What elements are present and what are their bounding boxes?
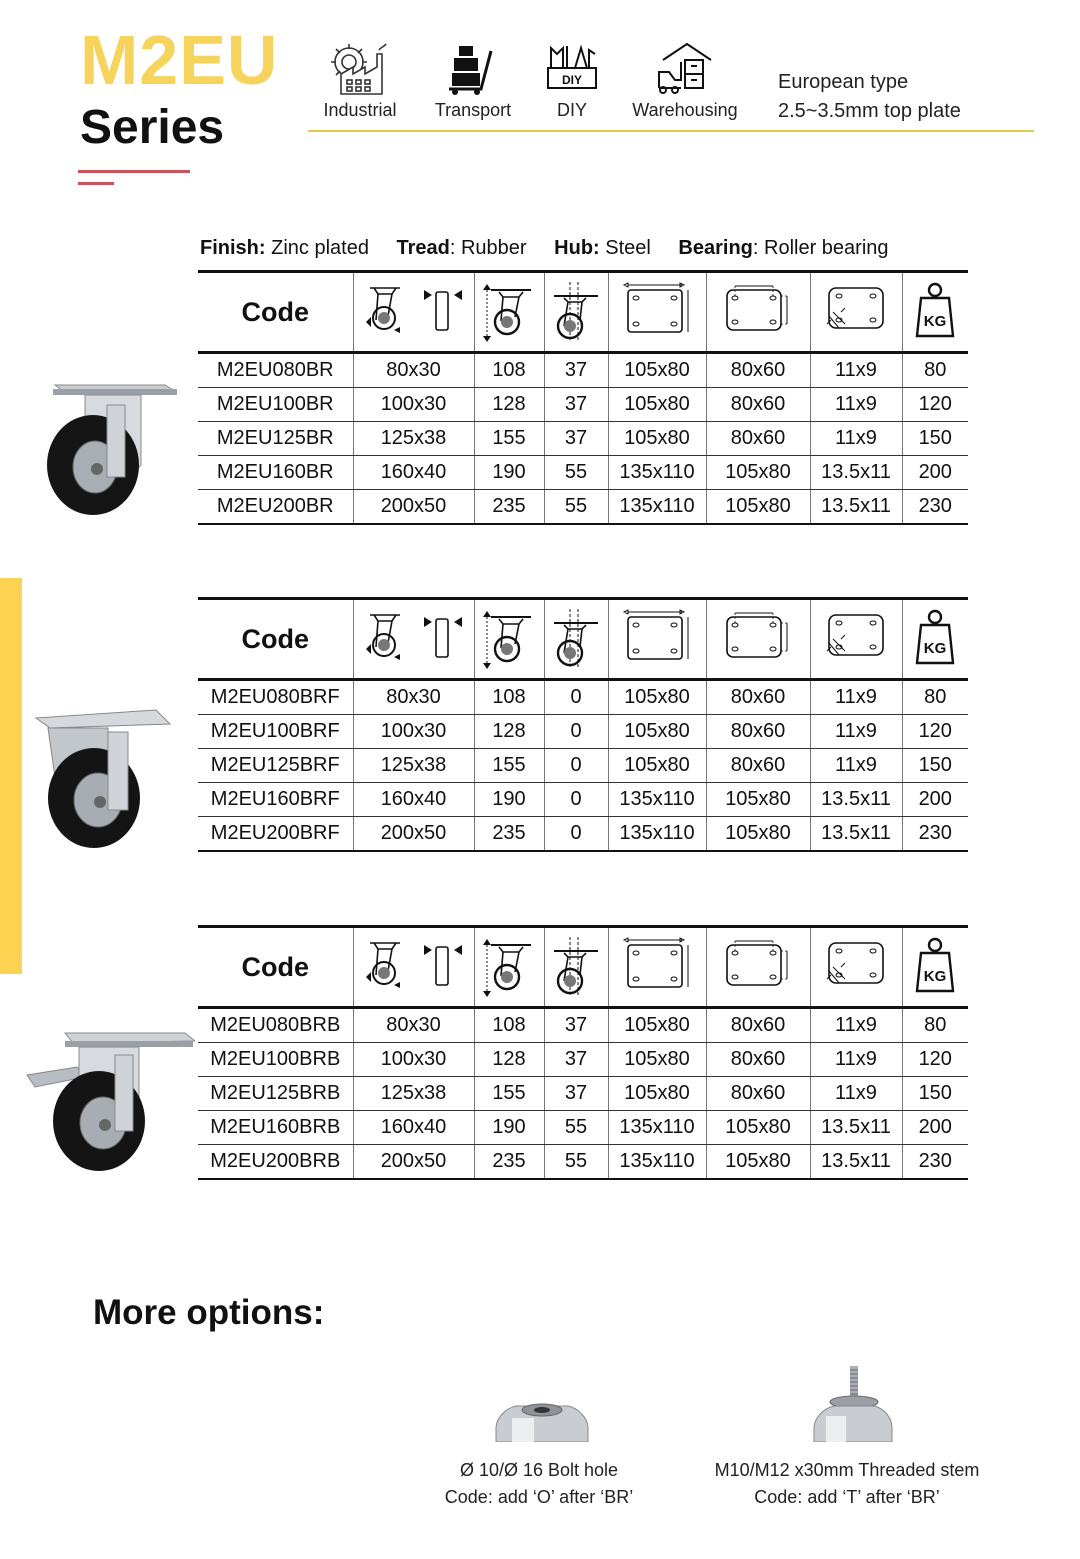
table-cell: 108 <box>474 680 544 715</box>
application-label: Warehousing <box>632 100 738 120</box>
bolt-hole-icon <box>823 282 889 342</box>
table-cell: 105x80 <box>608 749 706 783</box>
table-cell: 13.5x11 <box>810 456 902 490</box>
series-subtitle: Series <box>80 101 225 154</box>
table-row <box>198 1111 968 1145</box>
table-cell: 120 <box>902 715 968 749</box>
total-height-icon <box>483 609 535 669</box>
table-cell: 80x60 <box>706 680 810 715</box>
table-cell: 108 <box>474 1008 544 1043</box>
table-row <box>198 680 968 715</box>
table-row <box>198 1043 968 1077</box>
column-header <box>608 599 706 680</box>
table-row <box>198 817 968 852</box>
diy-toolbox-icon <box>545 40 599 96</box>
application-warehousing <box>630 40 740 121</box>
table-cell: 230 <box>902 490 968 525</box>
column-header <box>353 927 474 1008</box>
table-cell: 135x110 <box>608 783 706 817</box>
table-row <box>198 490 968 525</box>
table-cell: 55 <box>544 490 608 525</box>
product-code-cell: M2EU125BRB <box>198 1077 353 1111</box>
column-header <box>474 272 544 353</box>
plate-size-icon <box>622 609 692 669</box>
table-cell: 11x9 <box>810 388 902 422</box>
table-cell: 125x38 <box>353 422 474 456</box>
column-header <box>474 599 544 680</box>
table-cell: 125x38 <box>353 749 474 783</box>
load-capacity-icon <box>915 937 955 997</box>
table-cell: 160x40 <box>353 1111 474 1145</box>
plate-size-icon <box>622 282 692 342</box>
spec-table <box>198 270 968 525</box>
table-cell: 105x80 <box>706 490 810 525</box>
table-row <box>198 353 968 388</box>
table-cell: 13.5x11 <box>810 783 902 817</box>
hole-spacing-icon <box>723 282 793 342</box>
table-cell: 160x40 <box>353 456 474 490</box>
fixed-caster-image <box>36 710 170 848</box>
table-row <box>198 1145 968 1180</box>
bearing-value: : Roller bearing <box>752 237 889 259</box>
table-row <box>198 422 968 456</box>
swivel-caster-image <box>45 375 185 525</box>
option-code-note: Code: add ‘O’ after ‘BR’ <box>444 1487 634 1507</box>
table-cell: 37 <box>544 353 608 388</box>
tread-label: Tread <box>396 237 450 259</box>
table-cell: 80x30 <box>353 1008 474 1043</box>
table-cell: 128 <box>474 388 544 422</box>
column-header <box>902 272 968 353</box>
svg-text:DIY: DIY <box>561 73 583 87</box>
factory-gear-icon <box>327 40 393 96</box>
table-cell: 105x80 <box>608 680 706 715</box>
table-header-row <box>198 927 968 1008</box>
table-cell: 105x80 <box>706 456 810 490</box>
table-cell: 150 <box>902 422 968 456</box>
table-cell: 128 <box>474 1043 544 1077</box>
table-cell: 80x60 <box>706 1008 810 1043</box>
more-options-title: More options: <box>93 1293 325 1332</box>
bearing-label: Bearing <box>678 237 753 259</box>
table-cell: 80x30 <box>353 353 474 388</box>
hub-value: Steel <box>605 237 651 259</box>
code-header: Code <box>198 927 353 1008</box>
product-code-cell: M2EU080BRB <box>198 1008 353 1043</box>
description-line: European type <box>778 71 909 93</box>
header-rule <box>308 130 1034 132</box>
total-height-icon <box>483 937 535 997</box>
application-transport <box>434 40 512 121</box>
application-diy <box>545 40 599 121</box>
table-cell: 37 <box>544 1043 608 1077</box>
table-cell: 11x9 <box>810 1077 902 1111</box>
table-cell: 11x9 <box>810 353 902 388</box>
table-cell: 55 <box>544 1145 608 1180</box>
finish-value: Zinc plated <box>271 237 369 259</box>
table-cell: 11x9 <box>810 1008 902 1043</box>
spec-table <box>198 597 968 852</box>
threaded-stem-option <box>700 1457 994 1511</box>
column-header <box>706 272 810 353</box>
product-code-cell: M2EU125BRF <box>198 749 353 783</box>
plate-size-icon <box>622 937 692 997</box>
wheel-size-icon <box>364 937 464 997</box>
table-cell: 80x30 <box>353 680 474 715</box>
table-cell: 11x9 <box>810 422 902 456</box>
column-header <box>810 599 902 680</box>
table-cell: 200x50 <box>353 490 474 525</box>
table-cell: 200 <box>902 456 968 490</box>
wheel-size-icon <box>364 609 464 669</box>
table-cell: 13.5x11 <box>810 1111 902 1145</box>
table-cell: 80x60 <box>706 388 810 422</box>
table-cell: 200x50 <box>353 1145 474 1180</box>
table-cell: 13.5x11 <box>810 817 902 852</box>
table-cell: 13.5x11 <box>810 1145 902 1180</box>
table-cell: 80x60 <box>706 715 810 749</box>
table-cell: 105x80 <box>608 422 706 456</box>
column-header <box>608 272 706 353</box>
hole-spacing-icon <box>723 937 793 997</box>
application-label: DIY <box>556 100 587 120</box>
column-header <box>544 599 608 680</box>
table-cell: 80x60 <box>706 1077 810 1111</box>
table-cell: 135x110 <box>608 490 706 525</box>
table-cell: 105x80 <box>706 783 810 817</box>
table-cell: 160x40 <box>353 783 474 817</box>
table-row <box>198 456 968 490</box>
finish-label: Finish: <box>200 237 266 259</box>
column-header <box>353 272 474 353</box>
table-row <box>198 1077 968 1111</box>
column-header <box>706 599 810 680</box>
table-cell: 100x30 <box>353 715 474 749</box>
table-cell: 11x9 <box>810 1043 902 1077</box>
table-cell: 0 <box>544 817 608 852</box>
table-row <box>198 783 968 817</box>
total-height-icon <box>483 282 535 342</box>
bolt-hole-caster-image <box>494 1398 590 1442</box>
table-cell: 105x80 <box>608 1008 706 1043</box>
product-code-cell: M2EU080BRF <box>198 680 353 715</box>
table-cell: 190 <box>474 456 544 490</box>
forklift-warehouse-icon <box>655 40 715 96</box>
product-code-cell: M2EU125BR <box>198 422 353 456</box>
table-cell: 135x110 <box>608 1111 706 1145</box>
product-code-cell: M2EU100BR <box>198 388 353 422</box>
table-cell: 80 <box>902 1008 968 1043</box>
table-cell: 105x80 <box>608 388 706 422</box>
table-row <box>198 715 968 749</box>
table-row <box>198 1008 968 1043</box>
accent-line <box>78 170 190 173</box>
hole-spacing-icon <box>723 609 793 669</box>
load-capacity-icon <box>915 282 955 342</box>
column-header <box>544 272 608 353</box>
table-cell: 37 <box>544 388 608 422</box>
table-cell: 80x60 <box>706 749 810 783</box>
product-code-cell: M2EU160BRF <box>198 783 353 817</box>
column-header <box>706 927 810 1008</box>
product-code-cell: M2EU200BR <box>198 490 353 525</box>
application-label: Industrial <box>323 100 397 120</box>
table-cell: 105x80 <box>608 1077 706 1111</box>
column-header <box>474 927 544 1008</box>
table-cell: 128 <box>474 715 544 749</box>
table-cell: 155 <box>474 422 544 456</box>
table-cell: 235 <box>474 817 544 852</box>
braked-caster-image <box>27 1033 195 1171</box>
column-header <box>810 927 902 1008</box>
table-cell: 105x80 <box>608 353 706 388</box>
product-code-cell: M2EU160BRB <box>198 1111 353 1145</box>
series-description <box>778 68 961 126</box>
hub-label: Hub: <box>554 237 600 259</box>
table-cell: 105x80 <box>706 1145 810 1180</box>
table-cell: 200x50 <box>353 817 474 852</box>
code-header: Code <box>198 599 353 680</box>
table-cell: 0 <box>544 783 608 817</box>
series-title: M2EU <box>80 21 279 99</box>
table-cell: 100x30 <box>353 388 474 422</box>
accent-line-short <box>78 182 114 185</box>
column-header <box>608 927 706 1008</box>
column-header <box>902 599 968 680</box>
column-header <box>544 927 608 1008</box>
table-cell: 108 <box>474 353 544 388</box>
bolt-hole-icon <box>823 609 889 669</box>
wheel-size-icon <box>364 282 464 342</box>
table-cell: 105x80 <box>608 1043 706 1077</box>
application-industrial <box>322 40 398 121</box>
table-cell: 80x60 <box>706 422 810 456</box>
table-cell: 37 <box>544 422 608 456</box>
table-cell: 13.5x11 <box>810 490 902 525</box>
table-cell: 120 <box>902 1043 968 1077</box>
table-row <box>198 388 968 422</box>
table-cell: 135x110 <box>608 456 706 490</box>
table-cell: 135x110 <box>608 817 706 852</box>
kg-label: KG <box>924 313 947 330</box>
description-line: 2.5~3.5mm top plate <box>778 100 961 122</box>
kg-label: KG <box>924 640 947 657</box>
table-cell: 80x60 <box>706 1043 810 1077</box>
product-code-cell: M2EU160BR <box>198 456 353 490</box>
table-cell: 55 <box>544 1111 608 1145</box>
table-cell: 150 <box>902 1077 968 1111</box>
offset-icon <box>550 937 602 997</box>
product-code-cell: M2EU200BRF <box>198 817 353 852</box>
spec-table <box>198 925 968 1180</box>
tread-value: : Rubber <box>449 237 527 259</box>
table-cell: 11x9 <box>810 680 902 715</box>
table-row <box>198 749 968 783</box>
table-cell: 235 <box>474 1145 544 1180</box>
table-cell: 0 <box>544 715 608 749</box>
table-cell: 155 <box>474 749 544 783</box>
table-cell: 190 <box>474 783 544 817</box>
table-cell: 105x80 <box>706 1111 810 1145</box>
table-cell: 135x110 <box>608 1145 706 1180</box>
table-cell: 0 <box>544 749 608 783</box>
threaded-stem-caster-image <box>812 1366 894 1442</box>
table-cell: 155 <box>474 1077 544 1111</box>
column-header <box>353 599 474 680</box>
table-cell: 105x80 <box>608 715 706 749</box>
table-cell: 0 <box>544 680 608 715</box>
table-cell: 105x80 <box>706 817 810 852</box>
option-name: Ø 10/Ø 16 Bolt hole <box>459 1460 619 1480</box>
hand-truck-icon <box>445 40 501 96</box>
kg-label: KG <box>924 968 947 985</box>
table-cell: 200 <box>902 1111 968 1145</box>
offset-icon <box>550 609 602 669</box>
table-cell: 190 <box>474 1111 544 1145</box>
table-cell: 37 <box>544 1077 608 1111</box>
table-cell: 37 <box>544 1008 608 1043</box>
product-code-cell: M2EU100BRB <box>198 1043 353 1077</box>
spec-summary <box>200 237 889 260</box>
table-cell: 150 <box>902 749 968 783</box>
application-label: Transport <box>434 100 512 120</box>
product-code-cell: M2EU100BRF <box>198 715 353 749</box>
column-header <box>902 927 968 1008</box>
code-header: Code <box>198 272 353 353</box>
offset-icon <box>550 282 602 342</box>
product-code-cell: M2EU080BR <box>198 353 353 388</box>
side-accent-bar <box>0 578 22 974</box>
load-capacity-icon <box>915 609 955 669</box>
table-cell: 230 <box>902 817 968 852</box>
table-cell: 230 <box>902 1145 968 1180</box>
column-header <box>810 272 902 353</box>
table-cell: 100x30 <box>353 1043 474 1077</box>
table-cell: 235 <box>474 490 544 525</box>
table-cell: 80 <box>902 353 968 388</box>
bolt-hole-icon <box>823 937 889 997</box>
bolt-hole-option <box>420 1457 658 1511</box>
option-name: M10/M12 x30mm Threaded stem <box>714 1460 980 1480</box>
table-cell: 80 <box>902 680 968 715</box>
table-header-row <box>198 599 968 680</box>
table-cell: 80x60 <box>706 353 810 388</box>
table-cell: 200 <box>902 783 968 817</box>
table-header-row <box>198 272 968 353</box>
table-cell: 125x38 <box>353 1077 474 1111</box>
option-code-note: Code: add ‘T’ after ‘BR’ <box>754 1487 940 1507</box>
product-code-cell: M2EU200BRB <box>198 1145 353 1180</box>
table-cell: 11x9 <box>810 749 902 783</box>
table-cell: 55 <box>544 456 608 490</box>
table-cell: 11x9 <box>810 715 902 749</box>
table-cell: 120 <box>902 388 968 422</box>
